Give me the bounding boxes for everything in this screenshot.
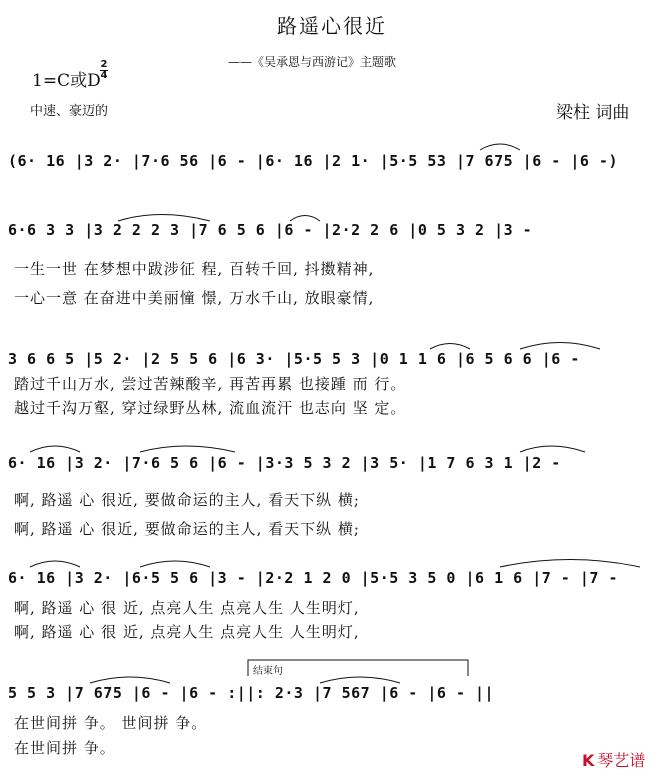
lyric-row-5-verse-1: 啊, 路遥 心 很 近, 点亮人生 点亮人生 人生明灯, [14, 599, 360, 617]
notation-row-2: 6·6 3 3 |3 2 2 2 3 |7 6 5 6 |6 - |2·2 2 6 |0 5 3 2 |3 - [8, 221, 533, 239]
slur [520, 343, 600, 350]
author-credit: 梁柱 词曲 [556, 103, 630, 123]
key-signature: 1=C或D [32, 71, 101, 91]
lyric-row-3-verse-2: 越过千沟万壑, 穿过绿野丛林, 流血流汗 也志向 坚 定。 [14, 399, 407, 417]
slur [118, 215, 210, 222]
lyric-row-2-verse-2: 一心一意 在奋进中美丽憧 憬, 万水千山, 放眼豪情, [14, 289, 375, 307]
slur [140, 561, 210, 567]
slur [520, 446, 585, 452]
lyric-row-6-verse-1: 在世间拼 争。 世间拼 争。 [14, 714, 208, 732]
lyric-row-4-verse-1: 啊, 路遥 心 很近, 要做命运的主人, 看天下纵 横; [14, 491, 360, 509]
lyric-row-5-verse-2: 啊, 路遥 心 很 近, 点亮人生 点亮人生 人生明灯, [14, 623, 360, 641]
lyric-row-2-verse-1: 一生一世 在梦想中跋涉征 程, 百转千回, 抖擞精神, [14, 260, 375, 278]
lyric-row-3-verse-1: 踏过千山万水, 尝过苦辣酸辛, 再苦再累 也接踵 而 行。 [14, 375, 407, 393]
lyric-row-4-verse-2: 啊, 路遥 心 很近, 要做命运的主人, 看天下纵 横; [14, 520, 360, 538]
notation-row-3: 3 6 6 5 |5 2· |2 5 5 6 |6 3· |5·5 5 3 |0 1 1 6 |6 5 6 6 |6 - [8, 350, 580, 368]
slur [480, 144, 520, 150]
slur [140, 446, 235, 452]
slur [30, 561, 80, 567]
lyric-row-6-verse-2: 在世间拼 争。 [14, 739, 116, 757]
meter-top: 2 [100, 59, 108, 70]
slur [430, 344, 470, 350]
notation-row-6: 5 5 3 |7 675 |6 - |6 - :||: 2·3 |7 567 |6 - |6 - || [8, 684, 495, 702]
notation-row-5: 6· 16 |3 2· |6·5 5 6 |3 - |2·2 1 2 0 |5·5 3 5 0 |6 1 6 |7 - |7 - [8, 569, 618, 587]
logo-text: 琴艺谱 [597, 751, 646, 770]
song-title: 路遥心很近 [277, 14, 387, 38]
notation-row-4: 6· 16 |3 2· |7·6 5 6 |6 - |3·3 5 3 2 |3 5· |1 7 6 3 1 |2 - [8, 454, 561, 472]
tempo-marking: 中速、豪迈的 [30, 104, 109, 119]
end-phrase-label: 结束句 [253, 666, 283, 677]
slur [90, 677, 170, 683]
song-subtitle: ——《吴承恩与西游记》主题歌 [228, 55, 397, 69]
logo-icon: K [582, 751, 595, 770]
slur [30, 446, 80, 452]
notation-row-1: (6· 16 |3 2· |7·6 56 |6 - |6· 16 |2 1· |5·5 53 |7 675 |6 - |6 -) [8, 152, 618, 170]
slur [320, 677, 400, 683]
volta-bracket [248, 660, 468, 676]
slur [290, 216, 320, 222]
site-logo [582, 748, 645, 771]
meter-bottom: 4 [100, 70, 108, 81]
slur [500, 560, 640, 568]
